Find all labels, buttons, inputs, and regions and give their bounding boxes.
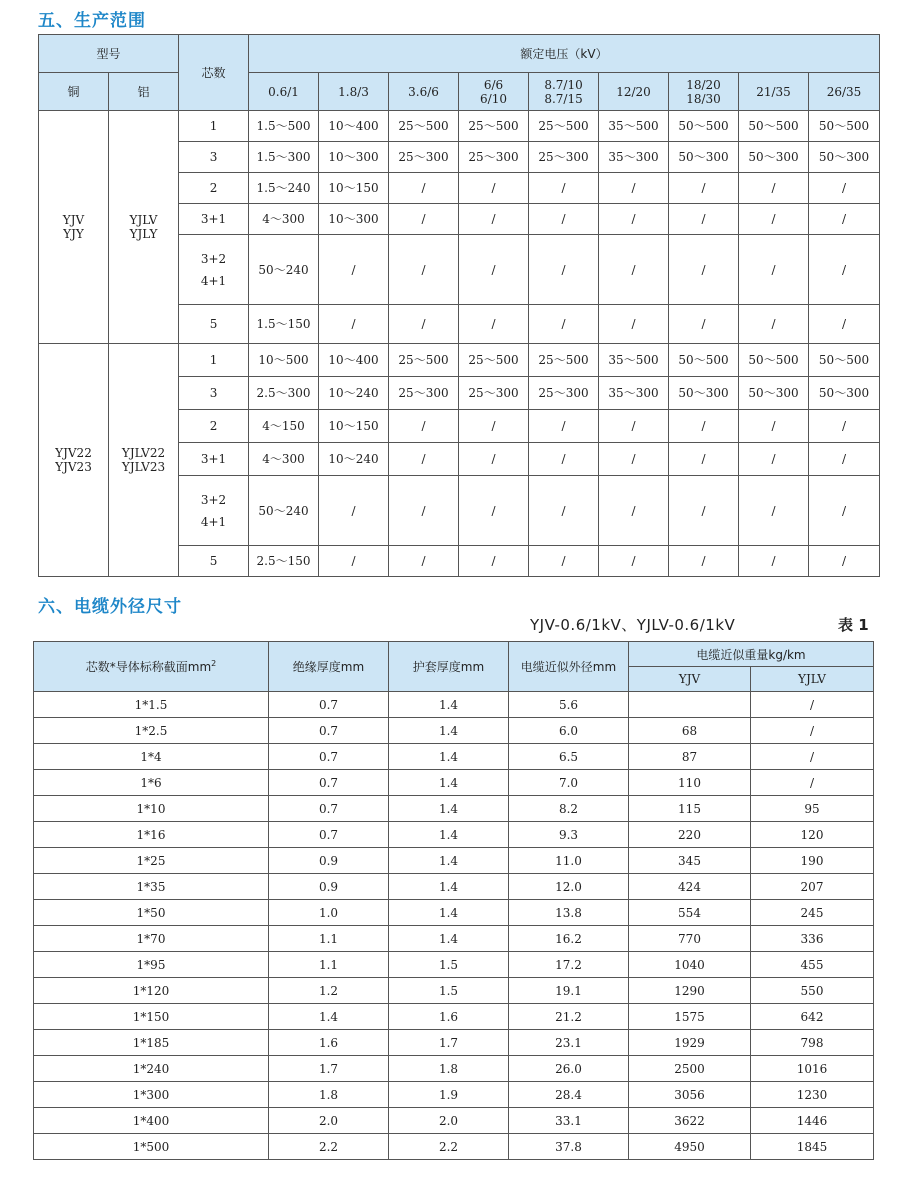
range-cell: /	[599, 173, 669, 204]
weight-yjlv-cell: 336	[751, 926, 874, 952]
range-cell: 35～500	[599, 111, 669, 142]
table-row	[34, 874, 874, 900]
table-row	[39, 111, 880, 142]
range-cell: 35～300	[599, 142, 669, 173]
table-row	[34, 1134, 874, 1160]
range-cell: /	[809, 173, 880, 204]
range-cell: /	[669, 305, 739, 344]
core-section-cell: 1*70	[34, 926, 269, 952]
core-section-cell: 1*500	[34, 1134, 269, 1160]
range-cell: /	[599, 204, 669, 235]
diameter-cell: 37.8	[509, 1134, 629, 1160]
weight-yjv-cell: 345	[629, 848, 751, 874]
range-cell: 10～400	[319, 111, 389, 142]
weight-yjv-cell: 87	[629, 744, 751, 770]
diameter-cell: 33.1	[509, 1108, 629, 1134]
range-cell: /	[529, 410, 599, 443]
range-cell: /	[669, 476, 739, 546]
range-cell: 35～500	[599, 344, 669, 377]
header-voltage: 3.6/6	[389, 73, 459, 111]
cell-line: 3+2	[200, 492, 227, 507]
range-cell: /	[459, 204, 529, 235]
insulation-cell: 0.7	[269, 692, 389, 718]
insulation-cell: 2.0	[269, 1108, 389, 1134]
range-cell: /	[319, 476, 389, 546]
weight-yjlv-cell: 190	[751, 848, 874, 874]
range-cell: 1.5～500	[249, 111, 319, 142]
range-cell: /	[599, 410, 669, 443]
range-cell: /	[599, 443, 669, 476]
range-cell: 25～500	[459, 344, 529, 377]
range-cell: 10～400	[319, 344, 389, 377]
table-label: 表 1	[838, 616, 869, 634]
range-cell: 25～500	[389, 111, 459, 142]
sheath-cell: 1.4	[389, 692, 509, 718]
core-section-cell: 1*240	[34, 1056, 269, 1082]
range-cell: 10～150	[319, 173, 389, 204]
range-cell: 25～500	[389, 344, 459, 377]
range-cell: 4～150	[249, 410, 319, 443]
cores-cell: 2	[179, 410, 249, 443]
diameter-cell: 6.5	[509, 744, 629, 770]
weight-yjlv-cell: 95	[751, 796, 874, 822]
range-cell: 10～500	[249, 344, 319, 377]
insulation-cell: 1.1	[269, 926, 389, 952]
range-cell: /	[389, 443, 459, 476]
diameter-cell: 21.2	[509, 1004, 629, 1030]
cell-line: 8.7/10	[544, 77, 583, 92]
header-voltage: 1.8/3	[319, 73, 389, 111]
range-cell: /	[739, 546, 809, 577]
insulation-cell: 1.6	[269, 1030, 389, 1056]
range-cell: /	[389, 410, 459, 443]
table-row	[34, 770, 874, 796]
range-cell: /	[459, 305, 529, 344]
insulation-cell: 0.9	[269, 874, 389, 900]
sheath-cell: 1.8	[389, 1056, 509, 1082]
range-cell: 50～500	[669, 344, 739, 377]
range-cell: /	[809, 546, 880, 577]
weight-yjv-cell: 770	[629, 926, 751, 952]
diameter-cell: 5.6	[509, 692, 629, 718]
header-voltage	[529, 73, 599, 111]
range-cell: 50～300	[739, 142, 809, 173]
header-voltage: 0.6/1	[249, 73, 319, 111]
range-cell: 25～500	[459, 111, 529, 142]
insulation-cell: 0.7	[269, 770, 389, 796]
header-voltage	[459, 73, 529, 111]
insulation-cell: 0.9	[269, 848, 389, 874]
range-cell: /	[739, 410, 809, 443]
range-cell: 10～300	[319, 142, 389, 173]
range-cell: /	[809, 443, 880, 476]
range-cell: /	[389, 173, 459, 204]
diameter-cell: 23.1	[509, 1030, 629, 1056]
weight-yjlv-cell: 1446	[751, 1108, 874, 1134]
range-cell: /	[739, 235, 809, 305]
range-cell: /	[809, 204, 880, 235]
range-cell: /	[739, 476, 809, 546]
weight-yjv-cell: 1040	[629, 952, 751, 978]
range-cell: /	[599, 305, 669, 344]
range-cell: 1.5～150	[249, 305, 319, 344]
insulation-cell: 1.7	[269, 1056, 389, 1082]
table-row	[34, 926, 874, 952]
weight-yjv-cell: 424	[629, 874, 751, 900]
weight-yjlv-cell: /	[751, 718, 874, 744]
core-section-cell: 1*185	[34, 1030, 269, 1056]
weight-yjlv-cell: 1016	[751, 1056, 874, 1082]
range-cell: 1.5～300	[249, 142, 319, 173]
section-title-production-range: 五、生产范围	[38, 11, 146, 31]
table-row	[34, 718, 874, 744]
cell-line: YJV23	[55, 460, 92, 474]
cell-line: 6/10	[480, 91, 507, 106]
weight-yjlv-cell: 120	[751, 822, 874, 848]
range-cell: /	[599, 476, 669, 546]
header-diameter: 电缆近似外径mm	[509, 642, 629, 692]
range-cell: /	[739, 305, 809, 344]
header-rated-voltage: 额定电压（kV）	[249, 35, 880, 73]
range-cell: 50～300	[739, 377, 809, 410]
cores-cell: 3	[179, 377, 249, 410]
range-cell: /	[809, 476, 880, 546]
weight-yjlv-cell: /	[751, 692, 874, 718]
range-cell: /	[459, 410, 529, 443]
range-cell: /	[529, 476, 599, 546]
range-cell: 50～500	[739, 111, 809, 142]
range-cell: 1.5～240	[249, 173, 319, 204]
header-sheath: 护套厚度mm	[389, 642, 509, 692]
table-row	[34, 796, 874, 822]
header-yjv: YJV	[629, 667, 751, 692]
model-copper	[39, 344, 109, 577]
cable-dimensions-table	[33, 641, 874, 1160]
range-cell: /	[599, 235, 669, 305]
header-cores: 芯数	[179, 35, 249, 111]
weight-yjv-cell: 1575	[629, 1004, 751, 1030]
table-row	[34, 978, 874, 1004]
core-section-cell: 1*35	[34, 874, 269, 900]
table-row	[34, 1004, 874, 1030]
cores-cell: 3+1	[179, 443, 249, 476]
range-cell: 25～500	[529, 111, 599, 142]
range-cell: /	[669, 235, 739, 305]
header-weight: 电缆近似重量kg/km	[629, 642, 874, 667]
diameter-cell: 13.8	[509, 900, 629, 926]
range-cell: /	[739, 204, 809, 235]
header-core-section: 芯数*导体标称截面$mm^2$	[34, 642, 269, 692]
range-cell: /	[529, 305, 599, 344]
range-cell: /	[809, 305, 880, 344]
weight-yjv-cell: 3622	[629, 1108, 751, 1134]
core-section-cell: 1*300	[34, 1082, 269, 1108]
cores-cell: 5	[179, 305, 249, 344]
range-cell: 50～240	[249, 235, 319, 305]
sheath-cell: 1.5	[389, 952, 509, 978]
model-copper	[39, 111, 109, 344]
sheath-cell: 1.4	[389, 848, 509, 874]
header-voltage: 26/35	[809, 73, 880, 111]
range-cell: 25～300	[459, 377, 529, 410]
range-cell: /	[529, 173, 599, 204]
cores-cell	[179, 476, 249, 546]
table-row	[34, 1056, 874, 1082]
range-cell: /	[319, 546, 389, 577]
range-cell: /	[669, 410, 739, 443]
range-cell: /	[389, 204, 459, 235]
range-cell: 50～240	[249, 476, 319, 546]
table-row	[34, 1030, 874, 1056]
sheath-cell: 1.6	[389, 1004, 509, 1030]
range-cell: /	[529, 443, 599, 476]
cores-cell: 1	[179, 344, 249, 377]
range-cell: /	[529, 235, 599, 305]
cell-line: YJY	[63, 227, 84, 241]
diameter-cell: 12.0	[509, 874, 629, 900]
sheath-cell: 2.2	[389, 1134, 509, 1160]
range-cell: /	[319, 305, 389, 344]
cell-line: YJV22	[55, 446, 92, 460]
weight-yjv-cell: 115	[629, 796, 751, 822]
table-row	[34, 900, 874, 926]
insulation-cell: 1.1	[269, 952, 389, 978]
insulation-cell: 0.7	[269, 718, 389, 744]
core-section-cell: 1*400	[34, 1108, 269, 1134]
table-row	[34, 1108, 874, 1134]
insulation-cell: 1.0	[269, 900, 389, 926]
sheath-cell: 2.0	[389, 1108, 509, 1134]
range-cell: /	[459, 443, 529, 476]
core-section-cell: 1*16	[34, 822, 269, 848]
weight-yjlv-cell: 1230	[751, 1082, 874, 1108]
cell-line: 8.7/15	[544, 91, 583, 106]
sheath-cell: 1.4	[389, 770, 509, 796]
cell-line: 18/30	[686, 91, 721, 106]
table-subtitle: YJV-0.6/1kV、YJLV-0.6/1kV	[530, 616, 736, 634]
range-cell: /	[809, 410, 880, 443]
cores-cell	[179, 235, 249, 305]
range-cell: 10～300	[319, 204, 389, 235]
diameter-cell: 16.2	[509, 926, 629, 952]
diameter-cell: 28.4	[509, 1082, 629, 1108]
range-cell: /	[459, 546, 529, 577]
insulation-cell: 0.7	[269, 796, 389, 822]
range-cell: /	[389, 476, 459, 546]
range-cell: /	[599, 546, 669, 577]
core-section-cell: 1*95	[34, 952, 269, 978]
range-cell: 50～500	[739, 344, 809, 377]
cores-cell: 2	[179, 173, 249, 204]
range-cell: 50～300	[669, 377, 739, 410]
sheath-cell: 1.4	[389, 718, 509, 744]
weight-yjv-cell: 3056	[629, 1082, 751, 1108]
range-cell: /	[459, 173, 529, 204]
range-cell: /	[669, 204, 739, 235]
insulation-cell: 1.2	[269, 978, 389, 1004]
cell-line: 18/20	[686, 77, 721, 92]
weight-yjlv-cell: /	[751, 744, 874, 770]
core-section-cell: 1*10	[34, 796, 269, 822]
range-cell: 25～300	[389, 377, 459, 410]
cores-cell: 3+1	[179, 204, 249, 235]
weight-yjv-cell: 110	[629, 770, 751, 796]
range-cell: /	[669, 443, 739, 476]
range-cell: /	[529, 204, 599, 235]
core-section-cell: 1*25	[34, 848, 269, 874]
weight-yjlv-cell: 455	[751, 952, 874, 978]
core-section-cell: 1*120	[34, 978, 269, 1004]
range-cell: /	[669, 173, 739, 204]
sheath-cell: 1.4	[389, 874, 509, 900]
range-cell: 50～500	[809, 111, 880, 142]
diameter-cell: 7.0	[509, 770, 629, 796]
range-cell: 10～240	[319, 443, 389, 476]
header-insulation: 绝缘厚度mm	[269, 642, 389, 692]
weight-yjv-cell: 1929	[629, 1030, 751, 1056]
cores-cell: 3	[179, 142, 249, 173]
range-cell: 2.5～150	[249, 546, 319, 577]
weight-yjv-cell: 2500	[629, 1056, 751, 1082]
table-row	[34, 952, 874, 978]
range-cell: /	[459, 235, 529, 305]
weight-yjv-cell: 4950	[629, 1134, 751, 1160]
cell-line: YJLV22	[121, 446, 166, 460]
range-cell: 50～500	[809, 344, 880, 377]
core-section-cell: 1*2.5	[34, 718, 269, 744]
core-section-cell: 1*1.5	[34, 692, 269, 718]
model-aluminum	[109, 111, 179, 344]
sheath-cell: 1.7	[389, 1030, 509, 1056]
range-cell: /	[389, 546, 459, 577]
range-cell: /	[809, 235, 880, 305]
table-row	[34, 1082, 874, 1108]
range-cell: 25～300	[529, 377, 599, 410]
weight-yjlv-cell: 550	[751, 978, 874, 1004]
cell-line: 4+1	[200, 514, 227, 529]
weight-yjlv-cell: 245	[751, 900, 874, 926]
range-cell: 35～300	[599, 377, 669, 410]
range-cell: 50～300	[809, 142, 880, 173]
header-yjlv: YJLV	[751, 667, 874, 692]
range-cell: /	[669, 546, 739, 577]
weight-yjlv-cell: 642	[751, 1004, 874, 1030]
model-aluminum	[109, 344, 179, 577]
cell-line: YJLY	[129, 227, 158, 241]
weight-yjlv-cell: 207	[751, 874, 874, 900]
diameter-cell: 17.2	[509, 952, 629, 978]
production-range-table	[38, 34, 880, 577]
table-row	[39, 344, 880, 377]
core-section-cell: 1*4	[34, 744, 269, 770]
cell-line: YJV	[62, 213, 85, 227]
header-copper: 铜	[39, 73, 109, 111]
cell-line: 6/6	[483, 77, 504, 92]
sheath-cell: 1.4	[389, 744, 509, 770]
header-voltage: 12/20	[599, 73, 669, 111]
header-aluminum: 铝	[109, 73, 179, 111]
range-cell: 50～300	[809, 377, 880, 410]
range-cell: /	[739, 173, 809, 204]
sheath-cell: 1.4	[389, 822, 509, 848]
weight-yjv-cell: 1290	[629, 978, 751, 1004]
section-title-cable-dimensions: 六、电缆外径尺寸	[38, 597, 182, 617]
header-voltage: 21/35	[739, 73, 809, 111]
range-cell: /	[319, 235, 389, 305]
insulation-cell: 1.8	[269, 1082, 389, 1108]
range-cell: 25～300	[389, 142, 459, 173]
range-cell: 50～500	[669, 111, 739, 142]
header-model: 型号	[39, 35, 179, 73]
diameter-cell: 11.0	[509, 848, 629, 874]
weight-yjv-cell: 554	[629, 900, 751, 926]
range-cell: 50～300	[669, 142, 739, 173]
sheath-cell: 1.4	[389, 926, 509, 952]
diameter-cell: 6.0	[509, 718, 629, 744]
range-cell: 25～300	[529, 142, 599, 173]
range-cell: /	[739, 443, 809, 476]
weight-yjv-cell: 68	[629, 718, 751, 744]
diameter-cell: 8.2	[509, 796, 629, 822]
weight-yjlv-cell: /	[751, 770, 874, 796]
sheath-cell: 1.5	[389, 978, 509, 1004]
superscript: 2	[211, 659, 217, 668]
range-cell: /	[389, 235, 459, 305]
core-section-cell: 1*6	[34, 770, 269, 796]
diameter-cell: 9.3	[509, 822, 629, 848]
insulation-cell: 2.2	[269, 1134, 389, 1160]
table-row	[34, 744, 874, 770]
core-section-cell: 1*150	[34, 1004, 269, 1030]
cell-line: 3+2	[200, 251, 227, 266]
range-cell: 4～300	[249, 443, 319, 476]
diameter-cell: 19.1	[509, 978, 629, 1004]
table-row	[34, 692, 874, 718]
range-cell: 25～500	[529, 344, 599, 377]
weight-yjv-cell	[629, 692, 751, 718]
sheath-cell: 1.4	[389, 796, 509, 822]
sheath-cell: 1.9	[389, 1082, 509, 1108]
range-cell: 10～150	[319, 410, 389, 443]
range-cell: 10～240	[319, 377, 389, 410]
weight-yjlv-cell: 1845	[751, 1134, 874, 1160]
core-section-cell: 1*50	[34, 900, 269, 926]
weight-yjv-cell: 220	[629, 822, 751, 848]
weight-yjlv-cell: 798	[751, 1030, 874, 1056]
table-row	[34, 822, 874, 848]
cell-line: 4+1	[200, 273, 227, 288]
cell-line: YJLV	[129, 213, 158, 227]
cores-cell: 5	[179, 546, 249, 577]
sheath-cell: 1.4	[389, 900, 509, 926]
header-voltage	[669, 73, 739, 111]
range-cell: /	[529, 546, 599, 577]
range-cell: /	[389, 305, 459, 344]
insulation-cell: 0.7	[269, 744, 389, 770]
insulation-cell: 0.7	[269, 822, 389, 848]
range-cell: /	[459, 476, 529, 546]
range-cell: 25～300	[459, 142, 529, 173]
range-cell: 2.5～300	[249, 377, 319, 410]
table-row	[34, 848, 874, 874]
cores-cell: 1	[179, 111, 249, 142]
insulation-cell: 1.4	[269, 1004, 389, 1030]
range-cell: 4～300	[249, 204, 319, 235]
cell-line: YJLV23	[121, 460, 166, 474]
diameter-cell: 26.0	[509, 1056, 629, 1082]
